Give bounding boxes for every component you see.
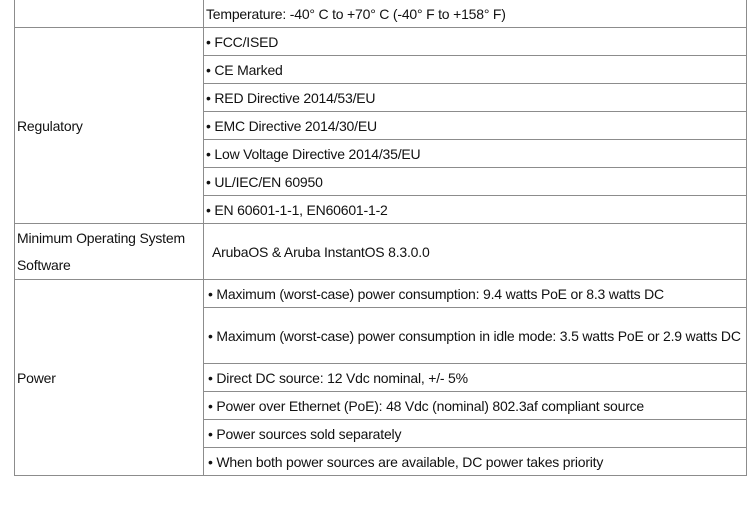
regulatory-item: • UL/IEC/EN 60950	[204, 168, 747, 196]
regulatory-item: • EN 60601-1-1, EN60601-1-2	[204, 196, 747, 224]
row-label-empty	[15, 0, 204, 28]
power-item: • Maximum (worst-case) power consumption: 9.4 watts PoE or 8.3 watts DC	[204, 280, 747, 308]
regulatory-item: • FCC/ISED	[204, 28, 747, 56]
table-row	[15, 28, 747, 56]
power-label: Power	[15, 280, 204, 476]
power-item: • When both power sources are available, DC power takes priority	[204, 448, 747, 476]
table-row	[15, 280, 747, 308]
power-item: • Power sources sold separately	[204, 420, 747, 448]
software-value: ArubaOS & Aruba InstantOS 8.3.0.0	[204, 224, 747, 280]
regulatory-label: Regulatory	[15, 28, 204, 224]
regulatory-item: • CE Marked	[204, 56, 747, 84]
power-item: • Direct DC source: 12 Vdc nominal, +/- 5%	[204, 364, 747, 392]
temperature-cell: Temperature: -40° C to +70° C (-40° F to +158° F)	[204, 0, 747, 28]
power-item: • Power over Ethernet (PoE): 48 Vdc (nominal) 802.3af compliant source	[204, 392, 747, 420]
regulatory-item: • Low Voltage Directive 2014/35/EU	[204, 140, 747, 168]
regulatory-item: • EMC Directive 2014/30/EU	[204, 112, 747, 140]
table-row	[15, 0, 747, 28]
table-row	[15, 224, 747, 280]
power-item: • Maximum (worst-case) power consumption in idle mode: 3.5 watts PoE or 2.9 watts DC	[204, 308, 747, 364]
regulatory-item: • RED Directive 2014/53/EU	[204, 84, 747, 112]
spec-table	[14, 0, 747, 476]
software-label: Minimum Operating System Software	[15, 224, 204, 280]
